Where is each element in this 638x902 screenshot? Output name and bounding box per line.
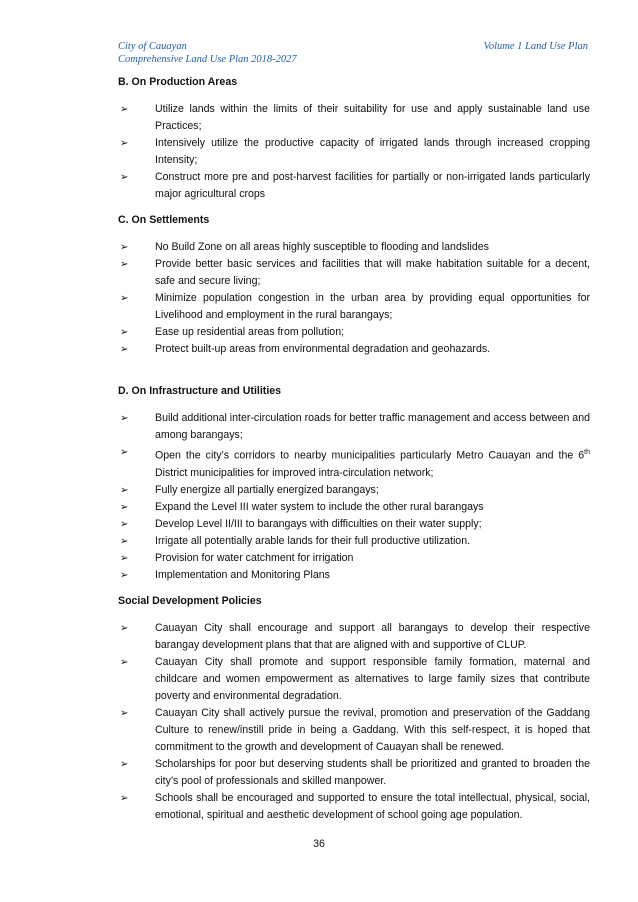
list-item-text: Implementation and Monitoring Plans — [155, 568, 330, 581]
list-item-text: Provide better basic services and facilities that will make habitation suitable for a decent, safe and secure living; — [155, 258, 590, 287]
arrow-bullet-icon: ➢ — [120, 104, 129, 115]
arrow-bullet-icon: ➢ — [120, 293, 129, 304]
list-item — [118, 550, 590, 567]
list-item-text: Cauayan City shall actively pursue the revival, promotion and preservation of the Gaddang Culture to renew/instill pride in being a Gaddang. With this self-respect, it is hoped that commitment to the growth and development of Cauayan shall be renewed. — [155, 706, 590, 753]
social-list — [118, 620, 590, 824]
page-number: 36 — [313, 838, 325, 850]
list-item-text: Build additional inter-circulation roads for better traffic management and access between and among barangays; — [155, 412, 590, 441]
list-item-text: Scholarships for poor but deserving students shall be prioritized and granted to broaden the city’s pool of professionals and skilled manpower. — [155, 757, 590, 787]
list-item — [118, 654, 590, 705]
arrow-bullet-icon: ➢ — [120, 518, 129, 530]
list-item-text: Provision for water catchment for irrigation — [155, 551, 354, 564]
page-content — [118, 74, 590, 824]
list-item — [118, 410, 590, 444]
list-item — [118, 101, 590, 135]
list-item-text: Minimize population congestion in the urban area by providing equal opportunities for Livelihood and employment in the rural barangays; — [155, 292, 590, 321]
section-heading-social: Social Development Policies — [118, 594, 262, 607]
list-item-text: Intensively utilize the productive capacity of irrigated lands through increased cropping Intensity; — [155, 137, 590, 166]
arrow-bullet-icon: ➢ — [120, 569, 129, 581]
list-item-text: Schools shall be encouraged and supported to ensure the total intellectual, physical, social, emotional, spiritual and aesthetic development of school going age population. — [155, 791, 590, 821]
arrow-bullet-icon: ➢ — [120, 758, 129, 770]
arrow-bullet-icon: ➢ — [120, 447, 129, 458]
list-item-text: Cauayan City shall encourage and support all barangays to develop their respective barangay development plans that that are aligned with and supportive of CLUP. — [155, 621, 590, 651]
list-item-text: Ease up residential areas from pollution; — [155, 326, 345, 338]
list-item-text: Irrigate all potentially arable lands for their full productive utilization. — [155, 534, 471, 547]
list-item-text: Construct more pre and post-harvest facilities for partially or non-irrigated lands particularly major agricultural crops — [155, 171, 590, 200]
arrow-bullet-icon: ➢ — [120, 792, 129, 804]
ordinal-superscript: th — [584, 449, 590, 456]
list-item — [118, 324, 590, 341]
section-heading-production: B. On Production Areas — [118, 76, 238, 88]
list-item — [118, 516, 590, 533]
arrow-bullet-icon: ➢ — [120, 535, 129, 547]
list-item — [118, 256, 590, 290]
arrow-bullet-icon: ➢ — [120, 172, 129, 183]
infrastructure-list — [118, 410, 590, 584]
list-item — [118, 705, 590, 756]
arrow-bullet-icon: ➢ — [120, 484, 129, 496]
arrow-bullet-icon: ➢ — [120, 344, 129, 355]
arrow-bullet-icon: ➢ — [120, 138, 129, 149]
list-item-text: Expand the Level III water system to include the other rural barangays — [155, 500, 484, 513]
arrow-bullet-icon: ➢ — [120, 242, 129, 253]
arrow-bullet-icon: ➢ — [120, 259, 129, 270]
list-item — [118, 290, 590, 324]
list-item-text: Cauayan City shall promote and support responsible family formation, maternal and childcare and women empowerment as alternatives to large family sizes that contribute poverty and environmental degradation. — [155, 655, 590, 702]
arrow-bullet-icon: ➢ — [120, 413, 129, 424]
list-item-text: Open the city’s corridors to nearby municipalities particularly Metro Cauayan and the 6 — [155, 449, 585, 462]
list-item — [118, 756, 590, 790]
list-item — [118, 135, 590, 169]
arrow-bullet-icon: ➢ — [120, 501, 129, 513]
section-heading-infrastructure: D. On Infrastructure and Utilities — [118, 385, 282, 397]
arrow-bullet-icon: ➢ — [120, 327, 129, 338]
arrow-bullet-icon: ➢ — [120, 622, 129, 634]
arrow-bullet-icon: ➢ — [120, 707, 129, 719]
list-item — [118, 790, 590, 824]
section-heading-settlements: C. On Settlements — [118, 214, 210, 226]
list-item — [118, 444, 590, 482]
production-list — [118, 101, 590, 203]
header-city: City of Cauayan — [118, 41, 187, 52]
arrow-bullet-icon: ➢ — [120, 656, 129, 668]
header-plan-title: Comprehensive Land Use Plan 2018-2027 — [118, 54, 297, 65]
list-item — [118, 169, 590, 203]
list-item — [118, 482, 590, 499]
list-item — [118, 533, 590, 550]
list-item-text: No Build Zone on all areas highly susceptible to flooding and landslides — [155, 241, 489, 253]
list-item-text: Protect built-up areas from environmental degradation and geohazards. — [155, 343, 491, 355]
list-item — [118, 341, 590, 358]
list-item-text-cont: District municipalities for improved intra-circulation network; — [155, 466, 434, 479]
settlements-list — [118, 239, 590, 358]
header-volume: Volume 1 Land Use Plan — [483, 41, 588, 52]
list-item-text: Utilize lands within the limits of their suitability for use and apply sustainable land use Practices; — [155, 103, 590, 132]
list-item-text: Fully energize all partially energized barangays; — [155, 483, 379, 496]
list-item — [118, 239, 590, 256]
list-item — [118, 499, 590, 516]
list-item — [118, 567, 590, 584]
list-item-text: Develop Level II/III to barangays with difficulties on their water supply; — [155, 517, 482, 530]
arrow-bullet-icon: ➢ — [120, 552, 129, 564]
list-item — [118, 620, 590, 654]
